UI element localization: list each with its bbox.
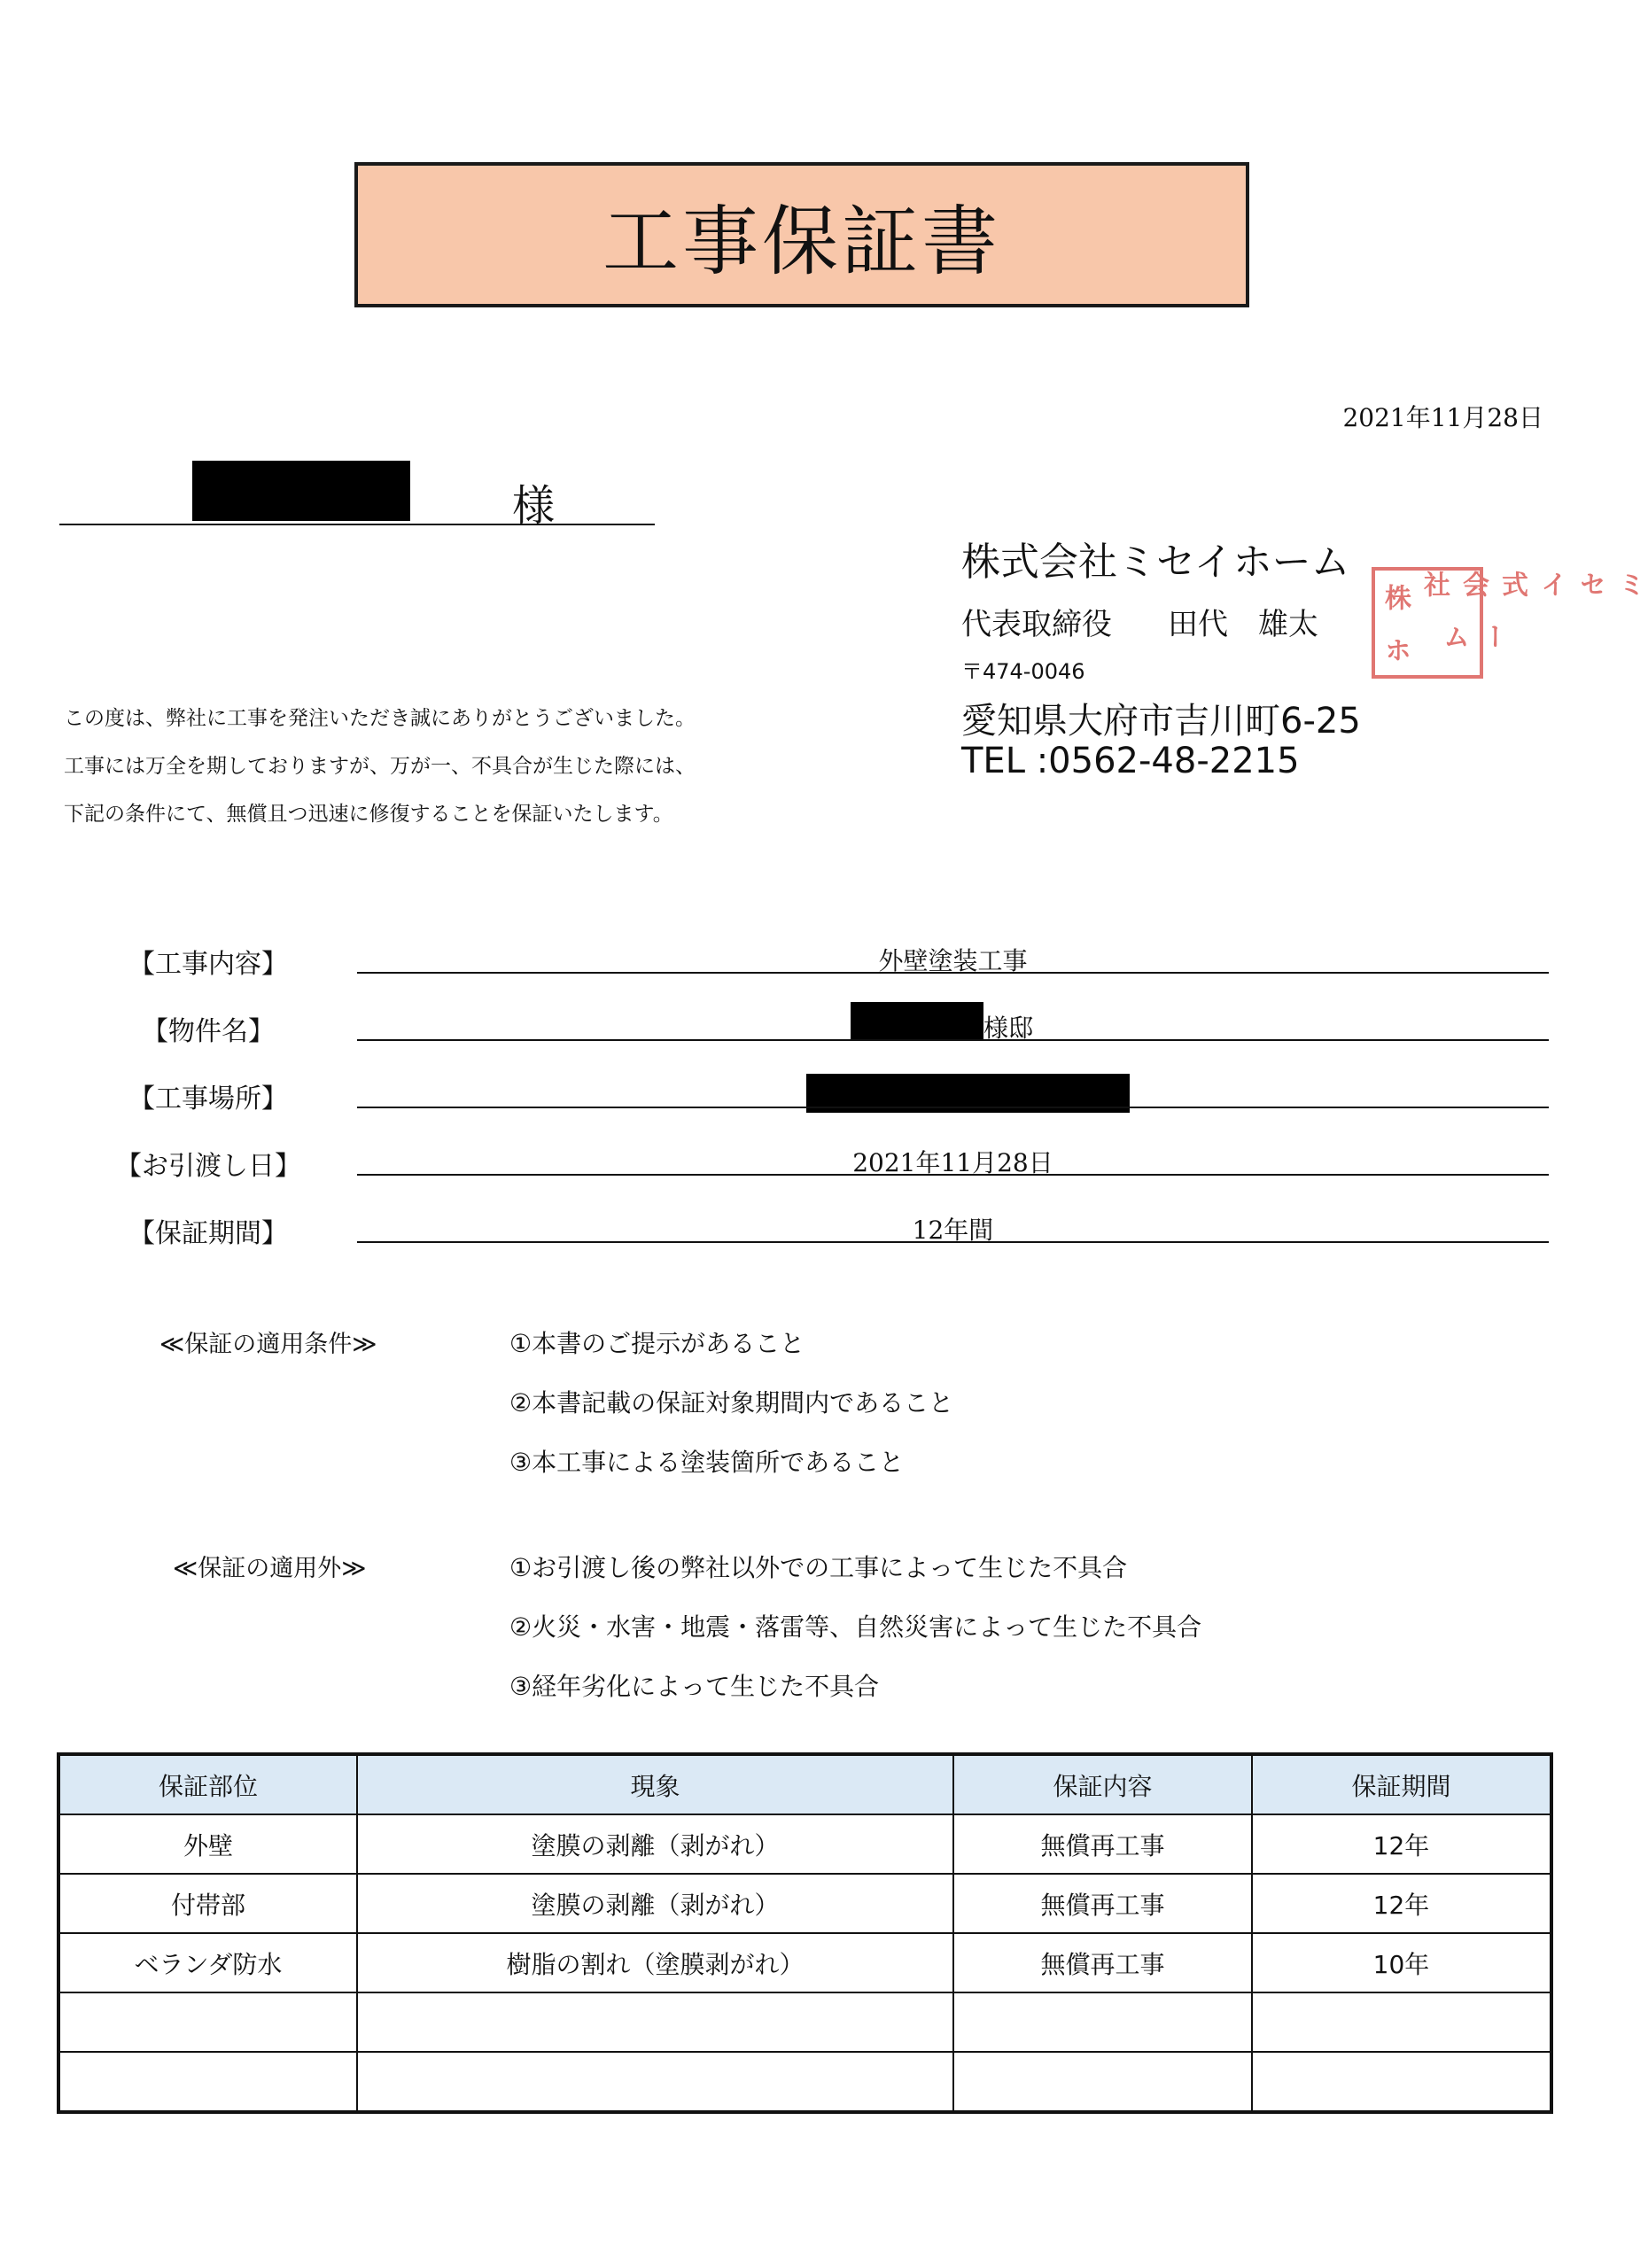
- detail-underline: [357, 972, 1549, 974]
- detail-label-warranty-period: 【保証期間】: [128, 1218, 288, 1249]
- table-cell: 塗膜の剥離（剥がれ）: [357, 1874, 953, 1933]
- seal-char: 式会社: [1419, 571, 1528, 597]
- table-cell: 無償再工事: [953, 1874, 1252, 1933]
- company-name: 株式会社ミセイホーム: [961, 540, 1350, 585]
- seal-char: ミセイ: [1535, 571, 1644, 597]
- table-cell: [953, 1992, 1252, 2052]
- greeting-line: 下記の条件にて、無償且つ迅速に修復することを保証いたします。: [64, 803, 673, 826]
- detail-value-handover-date: 2021年11月28日: [852, 1148, 1053, 1177]
- table-row: [58, 1933, 1551, 1992]
- table-cell: [357, 1992, 953, 2052]
- condition-item: ②本書記載の保証対象期間内であること: [509, 1388, 954, 1418]
- detail-value-work-content: 外壁塗装工事: [878, 946, 1028, 975]
- table-row: [58, 1874, 1551, 1933]
- table-header-cell: 現象: [357, 1754, 953, 1814]
- company-tel: TEL :0562-48-2215: [961, 741, 1300, 781]
- table-cell: 無償再工事: [953, 1933, 1252, 1992]
- detail-value-property-name: 様邸: [983, 1014, 1034, 1043]
- detail-underline: [357, 1039, 1549, 1041]
- detail-underline: [357, 1241, 1549, 1243]
- seal-char: 株: [1380, 583, 1411, 610]
- table-cell: 塗膜の剥離（剥がれ）: [357, 1814, 953, 1874]
- table-cell: 外壁: [58, 1814, 357, 1874]
- detail-value-warranty-period: 12年間: [912, 1216, 994, 1245]
- detail-label-work-content: 【工事内容】: [128, 949, 288, 980]
- detail-label-handover-date: 【お引渡し日】: [115, 1151, 301, 1182]
- table-cell: 無償再工事: [953, 1814, 1252, 1874]
- table-cell: [58, 2052, 357, 2112]
- table-cell: [357, 2052, 953, 2112]
- detail-label-work-location: 【工事場所】: [128, 1084, 288, 1115]
- recipient-name-redaction: [192, 461, 410, 521]
- table-header-cell: 保証期間: [1252, 1754, 1551, 1814]
- table-row: [58, 2052, 1551, 2112]
- table-header-cell: 保証内容: [953, 1754, 1252, 1814]
- condition-item: ①本書のご提示があること: [509, 1329, 805, 1358]
- greeting-line: この度は、弊社に工事を発注いただき誠にありがとうございました。: [64, 707, 696, 730]
- company-address: 愛知県大府市吉川町6-25: [961, 701, 1361, 742]
- company-seal-stamp: [1372, 567, 1644, 679]
- table-header-row: [58, 1754, 1551, 1814]
- page-title: 工事保証書: [602, 198, 1001, 286]
- detail-underline: [357, 1174, 1549, 1176]
- condition-item: ③本工事による塗装箇所であること: [509, 1448, 905, 1477]
- table-cell: 付帯部: [58, 1874, 357, 1933]
- table-cell: 12年: [1252, 1814, 1551, 1874]
- conditions-heading: ≪保証の適用条件≫: [159, 1331, 377, 1358]
- seal-char: ホ: [1380, 635, 1411, 663]
- table-cell: 樹脂の割れ（塗膜剥がれ）: [357, 1933, 953, 1992]
- greeting-line: 工事には万全を期しておりますが、万が一、不具合が生じた際には、: [64, 755, 696, 778]
- exclusion-item: ①お引渡し後の弊社以外での工事によって生じた不具合: [509, 1553, 1128, 1582]
- recipient-underline: [59, 524, 655, 525]
- title-box: [354, 162, 1249, 307]
- exclusions-heading: ≪保証の適用外≫: [173, 1555, 367, 1582]
- company-postal-code: 〒474-0046: [961, 659, 1085, 684]
- table-cell: 12年: [1252, 1874, 1551, 1933]
- table-cell: [58, 1992, 357, 2052]
- table-row: [58, 1814, 1551, 1874]
- table-cell: [1252, 1992, 1551, 2052]
- table-cell: [953, 2052, 1252, 2112]
- table-row: [58, 1992, 1551, 2052]
- detail-label-property-name: 【物件名】: [142, 1016, 275, 1047]
- exclusion-item: ③経年劣化によって生じた不具合: [509, 1672, 880, 1701]
- seal-char: ーム: [1438, 623, 1508, 649]
- detail-underline: [357, 1107, 1549, 1108]
- table-header-cell: 保証部位: [58, 1754, 357, 1814]
- table-cell: ベランダ防水: [58, 1933, 357, 1992]
- recipient-honorific: 様: [512, 481, 556, 531]
- table-cell: [1252, 2052, 1551, 2112]
- property-name-redaction: [851, 1002, 983, 1041]
- issue-date: 2021年11月28日: [1342, 403, 1543, 432]
- exclusion-item: ②火災・水害・地震・落雷等、自然災害によって生じた不具合: [509, 1612, 1202, 1642]
- warranty-table: [57, 1752, 1553, 2114]
- table-cell: 10年: [1252, 1933, 1551, 1992]
- company-rep-title: 代表取締役: [961, 607, 1112, 642]
- company-rep-name: 田代 雄太: [1168, 607, 1318, 642]
